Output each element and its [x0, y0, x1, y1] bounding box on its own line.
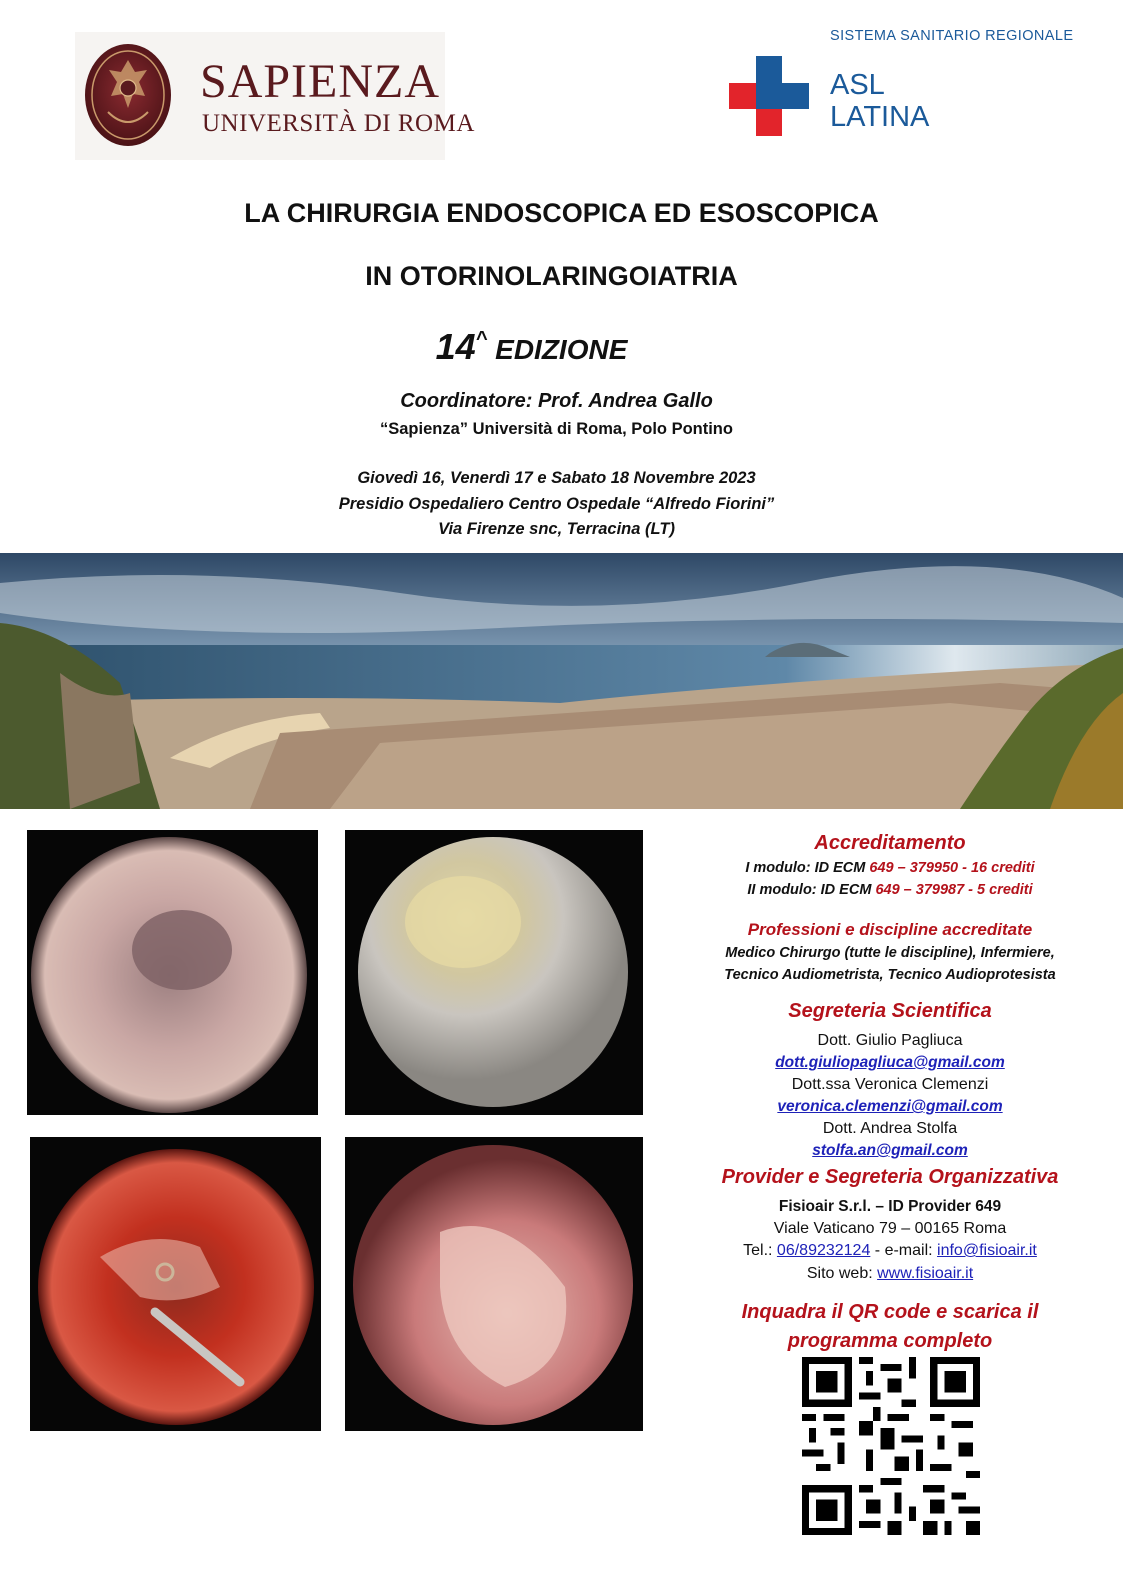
provider-contacts	[675, 1242, 1105, 1260]
coordinator: Coordinatore: Prof. Andrea Gallo	[400, 390, 713, 412]
secretary-name: Dott.ssa Veronica Clemenzi	[791, 1076, 989, 1093]
secretary-name: Dott. Giulio Pagliuca	[817, 1032, 963, 1049]
asl-latina-logo	[725, 24, 1075, 144]
edition-superscript: ^	[475, 328, 488, 350]
provider-email-link[interactable]: info@fisioair.it	[937, 1242, 1037, 1259]
asl-region-label: SISTEMA SANITARIO REGIONALE	[830, 28, 1074, 44]
asl-name-line1: ASL	[830, 69, 885, 101]
provider-heading: Provider e Segreteria Organizzativa	[721, 1166, 1059, 1188]
endoscopy-ear-image-1	[27, 830, 318, 1115]
university-line: “Sapienza” Università di Roma, Polo Pontino	[380, 420, 733, 438]
phone-link[interactable]: 06/89232124	[776, 1242, 871, 1259]
professioni-line1: Medico Chirurgo (tutte le discipline), Infermiere,	[725, 945, 1055, 961]
secretary-email-row	[675, 1098, 1105, 1116]
accreditamento-label: II modulo: ID ECM	[747, 882, 876, 898]
event-address: Via Firenze snc, Terracina (LT)	[438, 520, 675, 538]
secretary-email-link[interactable]: stolfa.an@gmail.com	[812, 1142, 968, 1159]
professioni-heading: Professioni e discipline accreditate	[747, 920, 1033, 939]
course-title-line1: LA CHIRURGIA ENDOSCOPICA ED ESOSCOPICA	[244, 198, 879, 228]
terracina-panorama-image	[0, 553, 1123, 809]
course-title-line2: IN OTORINOLARINGOIATRIA	[365, 261, 738, 291]
sapienza-subtitle: UNIVERSITÀ DI ROMA	[202, 110, 475, 137]
accreditamento-row	[675, 860, 1105, 876]
secretary-name: Dott. Andrea Stolfa	[822, 1120, 958, 1137]
web-label: Sito web:	[806, 1265, 878, 1282]
provider-company: Fisioair S.r.l. – ID Provider 649	[778, 1198, 1002, 1215]
provider-website	[675, 1265, 1105, 1283]
qr-caption-line1: Inquadra il QR code e scarica il	[741, 1301, 1039, 1323]
sapienza-logo	[75, 32, 475, 160]
edition-label	[0, 326, 1093, 368]
professioni-line2: Tecnico Audiometrista, Tecnico Audioprotesista	[724, 967, 1056, 983]
asl-name-line2: LATINA	[830, 101, 930, 133]
edition-text: EDIZIONE	[487, 334, 628, 365]
red-blue-cross-icon	[729, 56, 809, 136]
endoscopy-surgery-image	[30, 1137, 321, 1431]
secretary-email-row	[675, 1142, 1105, 1160]
accreditamento-heading: Accreditamento	[814, 832, 966, 854]
accreditamento-row	[675, 882, 1105, 898]
accreditamento-label: I modulo: ID ECM	[745, 860, 870, 876]
sapienza-seal-icon	[83, 42, 173, 148]
endoscopy-ear-image-2	[345, 830, 643, 1115]
event-venue: Presidio Ospedaliero Centro Ospedale “Alfredo Fiorini”	[338, 495, 775, 513]
email-label: - e-mail:	[870, 1242, 938, 1259]
edition-number: 14	[435, 326, 476, 367]
accreditamento-value: 649 – 379987 - 5 crediti	[875, 882, 1033, 898]
qr-code-icon[interactable]	[802, 1357, 980, 1535]
website-link[interactable]: www.fisioair.it	[877, 1265, 974, 1282]
tel-label: Tel.:	[743, 1242, 777, 1259]
event-dates: Giovedì 16, Venerdì 17 e Sabato 18 Novembre 2023	[357, 469, 756, 487]
secretary-email-link[interactable]: veronica.clemenzi@gmail.com	[777, 1098, 1003, 1115]
qr-caption-line2: programma completo	[787, 1330, 993, 1352]
accreditamento-value: 649 – 379950 - 16 crediti	[869, 860, 1035, 876]
endoscopy-nasal-image	[345, 1137, 643, 1431]
secretary-email-row	[675, 1054, 1105, 1072]
sapienza-name: SAPIENZA	[200, 55, 441, 108]
provider-address: Viale Vaticano 79 – 00165 Roma	[773, 1220, 1007, 1237]
secretary-email-link[interactable]: dott.giuliopagliuca@gmail.com	[775, 1054, 1005, 1071]
segreteria-scientifica-heading: Segreteria Scientifica	[788, 1000, 992, 1022]
